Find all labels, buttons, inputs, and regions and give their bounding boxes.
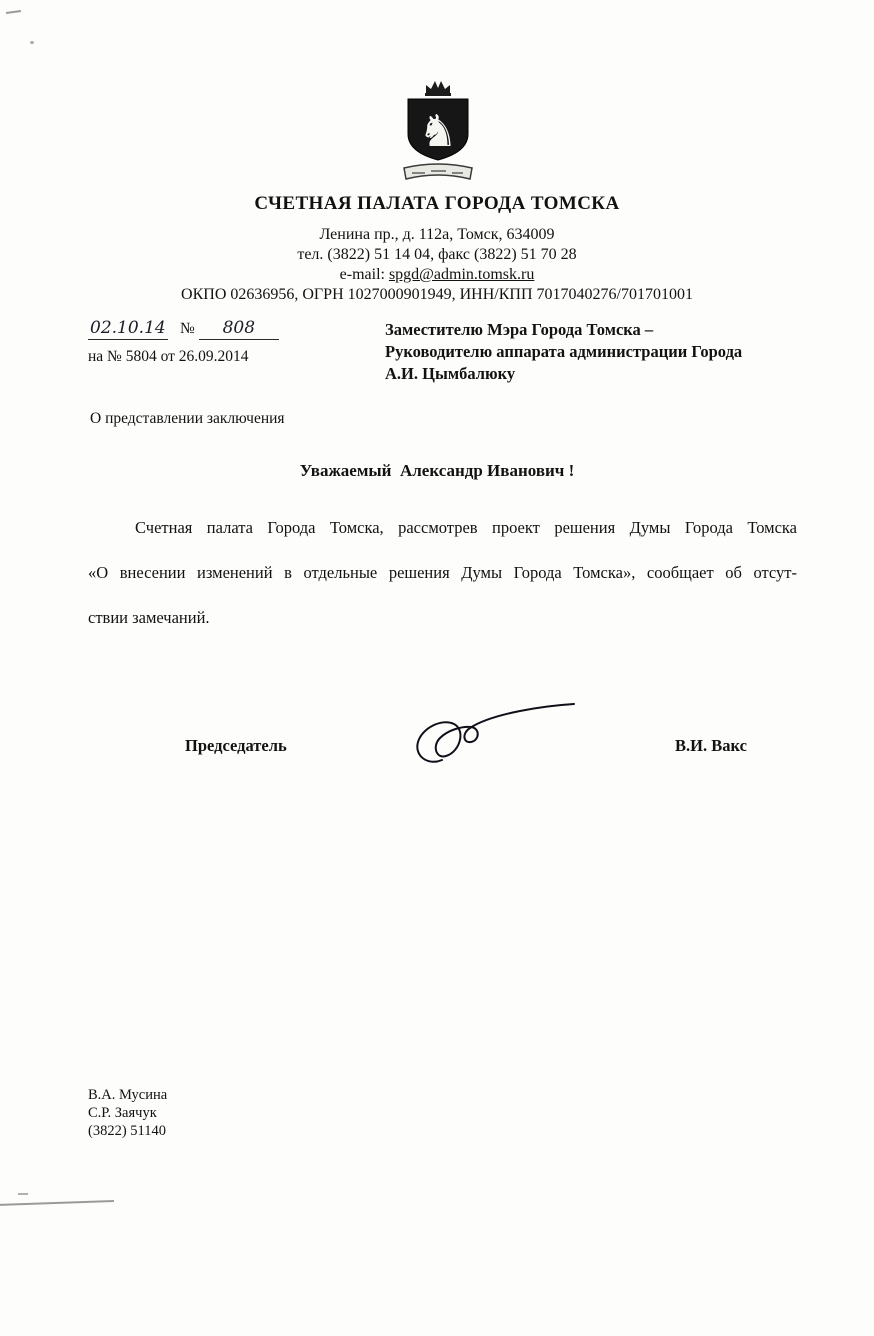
executor-phone: (3822) 51140	[88, 1123, 166, 1139]
footer-block	[88, 1086, 167, 1140]
org-phone-fax: тел. (3822) 51 14 04, факс (3822) 51 70 28	[297, 246, 577, 263]
addressee-block	[385, 319, 805, 385]
executor-name-2: С.Р. Заячук	[88, 1105, 157, 1121]
scan-artifact	[30, 41, 34, 44]
org-requisites: ОКПО 02636956, ОГРН 1027000901949, ИНН/КПП 7017040276/701701001	[181, 286, 693, 303]
coat-of-arms-icon	[400, 78, 474, 184]
org-address: Ленина пр., д. 112а, Томск, 634009	[319, 226, 555, 243]
email-address: spgd@admin.tomsk.ru	[388, 266, 535, 283]
addressee-line-1: Заместителю Мэра Города Томска –	[385, 320, 654, 339]
svg-text:♞: ♞	[418, 106, 458, 157]
org-email-line	[0, 266, 874, 284]
org-name: СЧЕТНАЯ ПАЛАТА ГОРОДА ТОМСКА	[254, 193, 620, 214]
scan-artifact	[0, 1200, 114, 1206]
outgoing-date-handwritten: 02.10.14	[88, 318, 168, 340]
email-label: e-mail:	[339, 266, 385, 283]
body-line-1: Счетная палата Города Томска, рассмотрев проект решения Думы Города Томска	[135, 518, 797, 537]
incoming-reference: на № 5804 от 26.09.2014	[88, 348, 249, 365]
signature-scribble-icon	[408, 696, 578, 771]
salutation: Уважаемый Александр Иванович !	[299, 461, 575, 480]
subject-line: О представлении заключения	[90, 410, 285, 427]
number-sign: №	[180, 320, 195, 337]
outgoing-number-handwritten: 808	[199, 318, 279, 340]
reference-block	[88, 318, 279, 340]
addressee-line-3: А.И. Цымбалюку	[385, 364, 516, 383]
scan-artifact	[6, 10, 21, 14]
signer-name: В.И. Вакс	[675, 736, 747, 755]
signer-title: Председатель	[185, 736, 287, 755]
executor-name-1: В.А. Мусина	[88, 1087, 168, 1103]
coat-of-arms-svg	[400, 78, 474, 184]
addressee-line-2: Руководителю аппарата администрации Города	[385, 342, 743, 361]
scan-artifact	[18, 1193, 28, 1195]
body-line-2: «О внесении изменений в отдельные решения Думы Города Томска», сообщает об отсут-	[88, 563, 797, 582]
body-line-3: ствии замечаний.	[88, 608, 210, 627]
